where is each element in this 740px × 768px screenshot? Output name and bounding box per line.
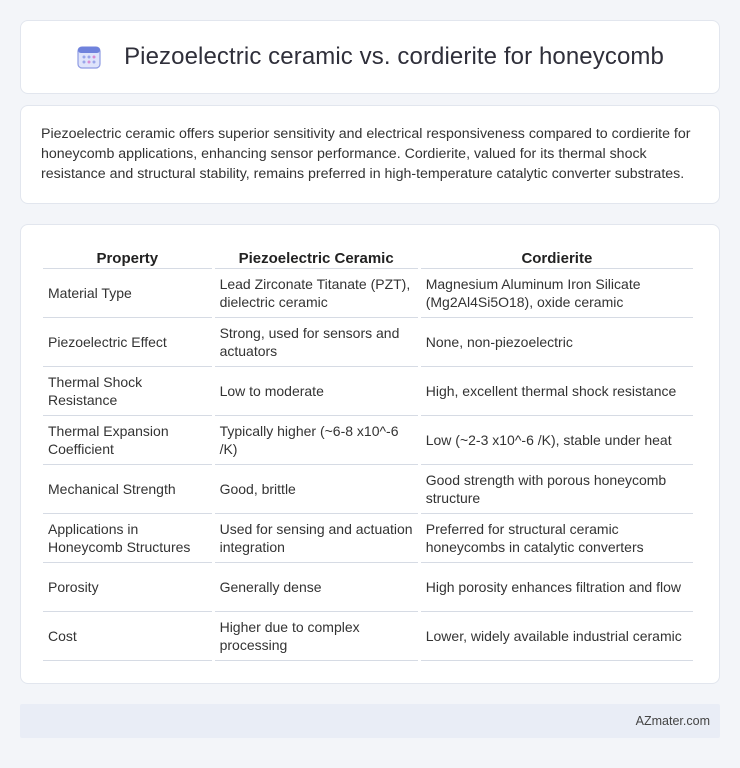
table-row: [43, 416, 693, 465]
property-cell: Applications in Honeycomb Structures: [43, 514, 212, 563]
table-row: [43, 269, 693, 318]
title-card: [20, 20, 720, 94]
piezoelectric-cell: Lead Zirconate Titanate (PZT), dielectric ceramic: [215, 269, 418, 318]
table-row: [43, 367, 693, 416]
piezoelectric-cell: Typically higher (~6-8 x10^-6 /K): [215, 416, 418, 465]
property-cell: Material Type: [43, 269, 212, 318]
footer-brand: AZmater.com: [635, 714, 710, 728]
table-row: [43, 318, 693, 367]
cordierite-cell: High, excellent thermal shock resistance: [421, 367, 693, 416]
column-header-piezoelectric: Piezoelectric Ceramic: [215, 243, 418, 269]
cordierite-cell: Magnesium Aluminum Iron Silicate (Mg2Al4Si5O18), oxide ceramic: [421, 269, 693, 318]
property-cell: Porosity: [43, 563, 212, 612]
property-cell: Cost: [43, 612, 212, 661]
piezoelectric-cell: Good, brittle: [215, 465, 418, 514]
piezoelectric-cell: Strong, used for sensors and actuators: [215, 318, 418, 367]
table-row: [43, 563, 693, 612]
property-cell: Thermal Expansion Coefficient: [43, 416, 212, 465]
intro-text: Piezoelectric ceramic offers superior sensitivity and electrical responsiveness compared to cordierite for honeycomb applications, enhancing sensor performance. Cordierite, valued for its thermal shock resistance and structural stability, remains preferred in high-temperature catalytic converter substrates.: [41, 126, 691, 182]
piezoelectric-cell: Generally dense: [215, 563, 418, 612]
table-row: [43, 514, 693, 563]
cordierite-cell: Lower, widely available industrial ceramic: [421, 612, 693, 661]
column-header-property: Property: [43, 243, 212, 269]
intro-card: [20, 105, 720, 204]
table-row: [43, 612, 693, 661]
table-row: [43, 465, 693, 514]
cordierite-cell: Low (~2-3 x10^-6 /K), stable under heat: [421, 416, 693, 465]
page-title: Piezoelectric ceramic vs. cordierite for honeycomb: [124, 43, 664, 70]
property-cell: Thermal Shock Resistance: [43, 367, 212, 416]
cordierite-cell: Good strength with porous honeycomb structure: [421, 465, 693, 514]
piezoelectric-cell: Used for sensing and actuation integration: [215, 514, 418, 563]
comparison-table-card: [20, 224, 720, 684]
piezoelectric-cell: Low to moderate: [215, 367, 418, 416]
cordierite-cell: High porosity enhances filtration and flow: [421, 563, 693, 612]
table-header-row: [43, 243, 693, 269]
calendar-grid-icon: [76, 44, 102, 70]
footer: [20, 704, 720, 738]
cordierite-cell: None, non-piezoelectric: [421, 318, 693, 367]
property-cell: Mechanical Strength: [43, 465, 212, 514]
piezoelectric-cell: Higher due to complex processing: [215, 612, 418, 661]
column-header-cordierite: Cordierite: [421, 243, 693, 269]
cordierite-cell: Preferred for structural ceramic honeycombs in catalytic converters: [421, 514, 693, 563]
property-cell: Piezoelectric Effect: [43, 318, 212, 367]
comparison-table: [40, 243, 696, 661]
